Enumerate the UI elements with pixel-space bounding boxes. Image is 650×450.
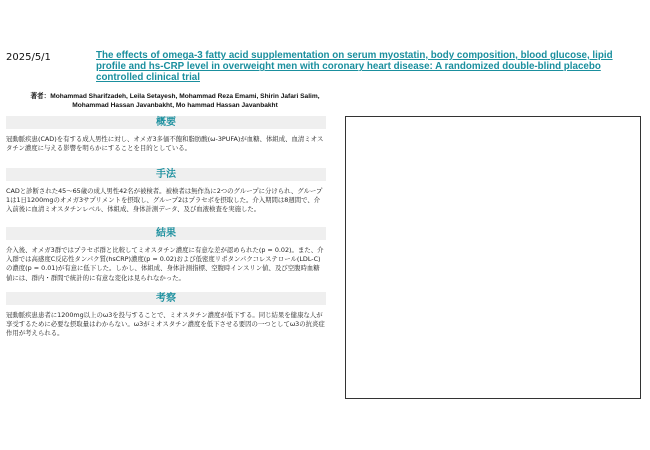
figure-placeholder bbox=[345, 116, 641, 399]
publication-date: 2025/5/1 bbox=[6, 52, 51, 63]
authors-line-1: Mohammad Sharifzadeh, Leila Setayesh, Mohammad Reza Emami, Shirin Jafari Salim, bbox=[50, 93, 320, 100]
section-heading: 手法 bbox=[6, 168, 326, 181]
section-overview bbox=[6, 116, 326, 153]
authors-block bbox=[10, 92, 340, 110]
authors-line-2: Mohammad Hassan Javanbakht, Mo hammad Hassan Javanbakht bbox=[72, 102, 278, 109]
section-heading: 結果 bbox=[6, 227, 326, 240]
section-body: CADと診断された45～65歳の成人男性42名が被検者。被検者は無作為に2つのグループに分けられ、グループ1は1日1200mgのオメガ3サプリメントを摂取し、グループ2はプラセボを摂取した。介入期間は8週間で、介入前後に血清ミオスタチンレベル、体組成、身体計測データ、及び血液検査を実施した。 bbox=[6, 187, 323, 214]
section-results bbox=[6, 227, 326, 283]
paper-title-link[interactable]: The effects of omega-3 fatty acid supplementation on serum myostatin, body composition, blood glucose, lipid profile and hs-CRP level in overweight men with coronary heart disease: A randomized double-blind placebo controlled clinical trial bbox=[96, 50, 613, 84]
section-body: 冠動脈疾患(CAD)を有する成人男性に対し、オメガ3多価不飽和脂肪酸(ω-3PUFA)が血糖、体組成、血清ミオスタチン濃度に与える影響を明らかにすることを目的としている。 bbox=[6, 135, 324, 153]
section-methods bbox=[6, 168, 326, 215]
section-discussion bbox=[6, 292, 326, 339]
section-body: 冠動脈疾患患者に1200mg以上のω3を投与することで、ミオスタチン濃度が低下する。同じ結果を健康な人が享受するために必要な摂取量はわからない。ω3がミオスタチン濃度を低下させる要因の一つとしてω3の抗炎症作用が考えられる。 bbox=[6, 311, 325, 338]
section-body: 介入後、オメガ3群ではプラセボ群と比較してミオスタチン濃度に有意な差が認められた(p = 0.02)。また、介入群では高感度C反応性タンパク質(hsCRP)濃度(p = 0.02)および低密度リポタンパクコレステロール(LDL-C)の濃度(p = 0.01)が有意に低下した。しかし、体組成、身体計測指標、空腹時インスリン値、及び空腹時血糖値には、群内・群間で統計的に有意な変化は見られなかった。 bbox=[6, 246, 324, 282]
section-heading: 考察 bbox=[6, 292, 326, 305]
authors-label: 著者： bbox=[30, 93, 51, 100]
section-heading: 概要 bbox=[6, 116, 326, 129]
